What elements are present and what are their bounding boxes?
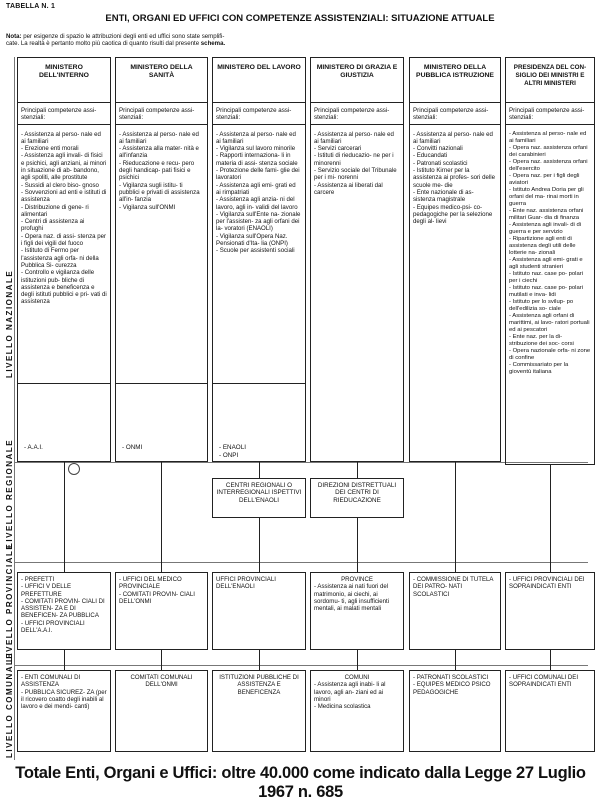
- list-item: - Assistenza al perso- nale ed ai familiari: [216, 130, 296, 145]
- list-item: - Istituto Andrea Doria per gli orfani del ma- rinai morti in guerra: [509, 186, 584, 207]
- note-bold: schema.: [200, 40, 226, 48]
- competences-label: Principali competenze assi-stenziali:: [21, 107, 97, 122]
- list-item: - Istituto naz. case po- polari per i ciechi: [509, 270, 583, 284]
- national-entity: - ENAOLI - ONPI: [219, 444, 246, 459]
- footer-total: Totale Enti, Organi e Uffici: oltre 40.000 come indicato dalla Legge 27 Luglio 1967 n. 685: [15, 764, 586, 801]
- column-sanita: [115, 57, 208, 462]
- list-item: - Ente nazionale di as- sistenza magistrale: [413, 188, 474, 204]
- column-giustizia: [310, 57, 404, 462]
- list-item: - Istituto di Fermo per l'assistenza agli orfa- ni della Pubblica Si- curezza: [21, 247, 99, 269]
- list-item: - Educandati: [413, 152, 448, 160]
- connector: [550, 465, 551, 572]
- list-item: - Ente naz. per la di- stribuzione dei soc- corsi: [509, 333, 574, 347]
- national-entity: - A.A.I.: [24, 444, 43, 451]
- list-item: - Ripartizione agli enti di assistenza degli utili delle lotterie na- zionali: [509, 235, 576, 256]
- column-title: MINISTERO DELL'INTERNO: [18, 60, 110, 103]
- list-item: - Equipes medico-psi- co-pedagogiche per la selezione degli al- lievi: [413, 203, 493, 226]
- list-item: - Assistenza agli emi- grati ed ai rimpatriati: [216, 181, 296, 196]
- left-rail: [14, 57, 15, 760]
- municipal-istruzione: - PATRONATI SCOLASTICI - EQUIPES MEDICO PSICO PEDAGOGICHE: [409, 670, 501, 752]
- column-title: MINISTERO DELLA SANITÀ: [116, 60, 207, 103]
- divider-regional: [14, 562, 588, 563]
- list-item: - Vigilanza sull'Ente na- zionale per l'assisten- za agli orfani dei la- voratori (ENAOLI): [216, 210, 301, 233]
- list-item: - Opera naz. assistenza orfani dei carabinieri: [509, 144, 588, 158]
- table-label: TABELLA N. 1: [6, 3, 56, 10]
- list-item: - Commissariato per la gioventù italiana: [509, 361, 569, 375]
- list-item: - Centri di assistenza ai profughi: [21, 218, 85, 233]
- list-item: - Scuole per assistenti sociali: [216, 247, 295, 255]
- competence-list: [21, 131, 107, 306]
- national-entity: - ONMI: [122, 444, 143, 451]
- list-item: - Assistenza ai liberati dal carcere: [314, 181, 383, 196]
- note-text-2: cate. La realtà è pertanto molto più caotica di quanto risulti dal presente: [6, 40, 200, 48]
- list-item: - Protezione delle fami- glie dei lavoratori: [216, 167, 300, 182]
- connector: [357, 518, 358, 572]
- column-presidenza: [505, 57, 595, 465]
- provincial-istruzione: - COMMISSIONE DI TUTELA DEI PATRO- NATI SCOLASTICI: [409, 572, 501, 650]
- list-item: - Distribuzione di gene- ri alimentari: [21, 203, 89, 218]
- connector: [259, 462, 260, 478]
- list-item: - Istituti di rieducazio- ne per i minorenni: [314, 152, 394, 167]
- competences-label: Principali competenze assi-stenziali:: [314, 107, 390, 122]
- connector: [455, 650, 456, 670]
- note-text-1: per esigenze di spazio le attribuzioni degli enti ed uffici sono state semplifi-: [23, 33, 225, 40]
- list-item: - Sovvenzioni ad enti e istituti di assistenza: [21, 188, 107, 204]
- list-item: - Assistenza al perso- nale ed ai familiari: [21, 130, 101, 145]
- list-item: - Opera naz. di assi- stenza per i figli dei vigili del fuoco: [21, 232, 107, 248]
- connector: [259, 518, 260, 572]
- comuni-title: COMUNI: [344, 674, 370, 681]
- column-title: MINISTERO DI GRAZIA E GIUSTIZIA: [311, 60, 403, 103]
- divider-provincial: [14, 665, 588, 666]
- level-label-regional: LIVELLO REGIONALE: [5, 438, 14, 548]
- provincial-lavoro: UFFICI PROVINCIALI DELL'ENAOLI: [212, 572, 306, 650]
- connector: [357, 650, 358, 670]
- municipal-giustizia: [310, 670, 404, 752]
- list-item: - Vigilanza sul lavoro minorile: [216, 145, 296, 153]
- competences-label: Principali competenze assi-stenziali:: [216, 107, 292, 122]
- list-item: - Assistenza agli emi- grati e agli studenti stranieri: [509, 256, 583, 270]
- list-item: - Convitti nazionali: [413, 145, 463, 153]
- competences-label: Principali competenze assi-stenziali:: [509, 107, 585, 122]
- note: [6, 33, 476, 48]
- municipal-sanita: COMITATI COMUNALI DELL'ONMI: [115, 670, 208, 752]
- list-item: - Assistenza agli invali- di fisici e psichici, agli anziani, ai minori in situazione di ab- bandono, agli spoliti, alle prostitute: [21, 152, 107, 182]
- list-item: - Assistenza al perso- nale ed ai familiari: [509, 130, 587, 144]
- column-title: MINISTERO DELLA PUBBLICA ISTRUZIONE: [410, 60, 500, 103]
- connector: [161, 462, 162, 572]
- list-item: - Assistenza al perso- nale ed ai familiari: [413, 130, 493, 145]
- column-title: PRESIDENZA DEL CON- SIGLIO DEI MINISTRI E ALTRI MINISTERI: [506, 60, 594, 103]
- competences-label: Principali competenze assi-stenziali:: [119, 107, 195, 122]
- competences-label: Principali competenze assi-stenziali:: [413, 107, 489, 122]
- provinces-text: - Assistenza ai nati fuori del matrimonio, ai ciechi, ai sordomu- ti, agli insufficienti mentali, ai malati mentali: [314, 583, 390, 613]
- note-prefix: Nota:: [6, 33, 22, 40]
- connector: [64, 650, 65, 670]
- list-item: - Istituto naz. case po- polari mutilati e inva- lidi: [509, 284, 583, 298]
- level-label-municipal: LIVELLO COMUNALE: [5, 651, 14, 758]
- list-item: - Vigilanza sugli istitu- ti pubblici e privati di assistenza all'in- fanzia: [119, 181, 200, 204]
- divider: [115, 383, 208, 384]
- list-item: - Rieducazione e recu- pero degli handicap- pati fisici e psichici: [119, 159, 195, 182]
- connector: [64, 462, 65, 572]
- list-item: - Controllo e vigilanza delle istituzioni pub- bliche di assistenza e beneficenza e degli istituti pubblici e pri- vati di assistenza: [21, 269, 107, 306]
- municipal-lavoro: ISTITUZIONI PUBBLICHE DI ASSISTENZA E BENEFICENZA: [212, 670, 306, 752]
- connector: [550, 650, 551, 670]
- provincial-interno: - PREFETTI - UFFICI V DELLE PREFETTURE - COMITATI PROVIN- CIALI DI ASSISTEN- ZA E DI BENEFICEN- ZA PUBBLICA - UFFICI PROVINCIALI DELL'A.A.I.: [17, 572, 111, 650]
- page-title: ENTI, ORGANI ED UFFICI CON COMPETENZE ASSISTENZIALI: SITUAZIONE ATTUALE: [105, 13, 495, 24]
- competence-list: [509, 131, 591, 376]
- list-item: - Erezione enti morali: [21, 145, 79, 153]
- list-item: - Opera naz. assistenza orfani dell'esercito: [509, 158, 588, 172]
- list-item: - Assistenza al perso- nale ed ai familiari: [314, 130, 394, 145]
- regional-enaoli: CENTRI REGIONALI O INTERREGIONALI ISPETTIVI DELL'ENAOLI: [212, 478, 306, 518]
- list-item: - Vigilanza sull'Opera Naz. Pensionati d'Ita- lia (ONPI): [216, 232, 288, 248]
- connector: [455, 462, 456, 572]
- list-item: - Assistenza al perso- nale ed ai familiari: [119, 130, 199, 145]
- municipal-presidenza: - UFFICI COMUNALI DEI SOPRAINDICATI ENTI: [505, 670, 595, 752]
- list-item: - Assistenza agli orfani di marittimi, ai lavo- ratori portuali ed ai pescatori: [509, 312, 590, 333]
- list-item: - Patronati scolastici: [413, 159, 468, 167]
- competence-list: [216, 131, 302, 255]
- competence-list: [314, 131, 400, 197]
- connector: [259, 650, 260, 670]
- provinces-title: PROVINCE: [341, 576, 373, 583]
- competence-list: [119, 131, 204, 211]
- divider: [17, 383, 111, 384]
- column-title: MINISTERO DEL LAVORO: [213, 60, 305, 103]
- level-label-provincial: LIVELLO PROVINCIALE: [5, 542, 14, 662]
- list-item: - Servizi carcerari: [314, 145, 362, 153]
- competence-list: [413, 131, 497, 226]
- list-item: - Opera naz. per i figli degli aviatori: [509, 172, 580, 186]
- municipal-interno: - ENTI COMUNALI DI ASSISTENZA - PUBBLICA SICUREZ- ZA (per il ricovero coatto degli inabili al lavoro e dei mendi- canti): [17, 670, 111, 752]
- provincial-presidenza: - UFFICI PROVINCIALI DEI SOPRAINDICATI ENTI: [505, 572, 595, 650]
- list-item: - Opera nazionale orfa- ni zone di confine: [509, 347, 591, 361]
- list-item: - Istituto per lo svilup- po dell'edilizia so- ciale: [509, 298, 574, 312]
- connector: [357, 462, 358, 478]
- list-item: - Sussidi al clero biso- gnoso: [21, 181, 99, 189]
- list-item: - Vigilanza sull'ONMI: [119, 203, 176, 211]
- column-lavoro: [212, 57, 306, 462]
- list-item: - Assistenza agli invali- di di guerra e per servizio: [509, 221, 582, 235]
- column-istruzione: [409, 57, 501, 462]
- seal-icon: [68, 463, 80, 475]
- list-item: - Rapporti internaziona- li in materia di assi- stenza sociale: [216, 152, 298, 167]
- provincial-giustizia: [310, 572, 404, 650]
- connector: [161, 650, 162, 670]
- list-item: - Assistenza agli anzia- ni del lavoro, agli in- validi del lavoro: [216, 196, 298, 211]
- provincial-sanita: - UFFICI DEL MEDICO PROVINCIALE - COMITATI PROVIN- CIALI DELL'ONMI: [115, 572, 208, 650]
- regional-rieducazione: DIREZIONI DISTRETTUALI DEI CENTRI DI RIEDUCAZIONE: [310, 478, 404, 518]
- list-item: - Istituto Kirner per la assistenza ai profes- sori delle scuole me- die: [413, 167, 495, 189]
- level-label-national: LIVELLO NAZIONALE: [5, 269, 14, 378]
- column-interno: [17, 57, 111, 462]
- list-item: - Ente naz. assistenza orfani militari Guar- dia di finanza: [509, 207, 584, 221]
- list-item: - Assistenza alla mater- nità e all'infanzia: [119, 145, 199, 160]
- list-item: - Servizio sociale del Tribunale per i mi- norenni: [314, 167, 397, 182]
- divider: [212, 383, 306, 384]
- comuni-text: - Assistenza agli inabi- li al lavoro, agli an- ziani ed ai minori - Medicina scolastica: [314, 681, 386, 711]
